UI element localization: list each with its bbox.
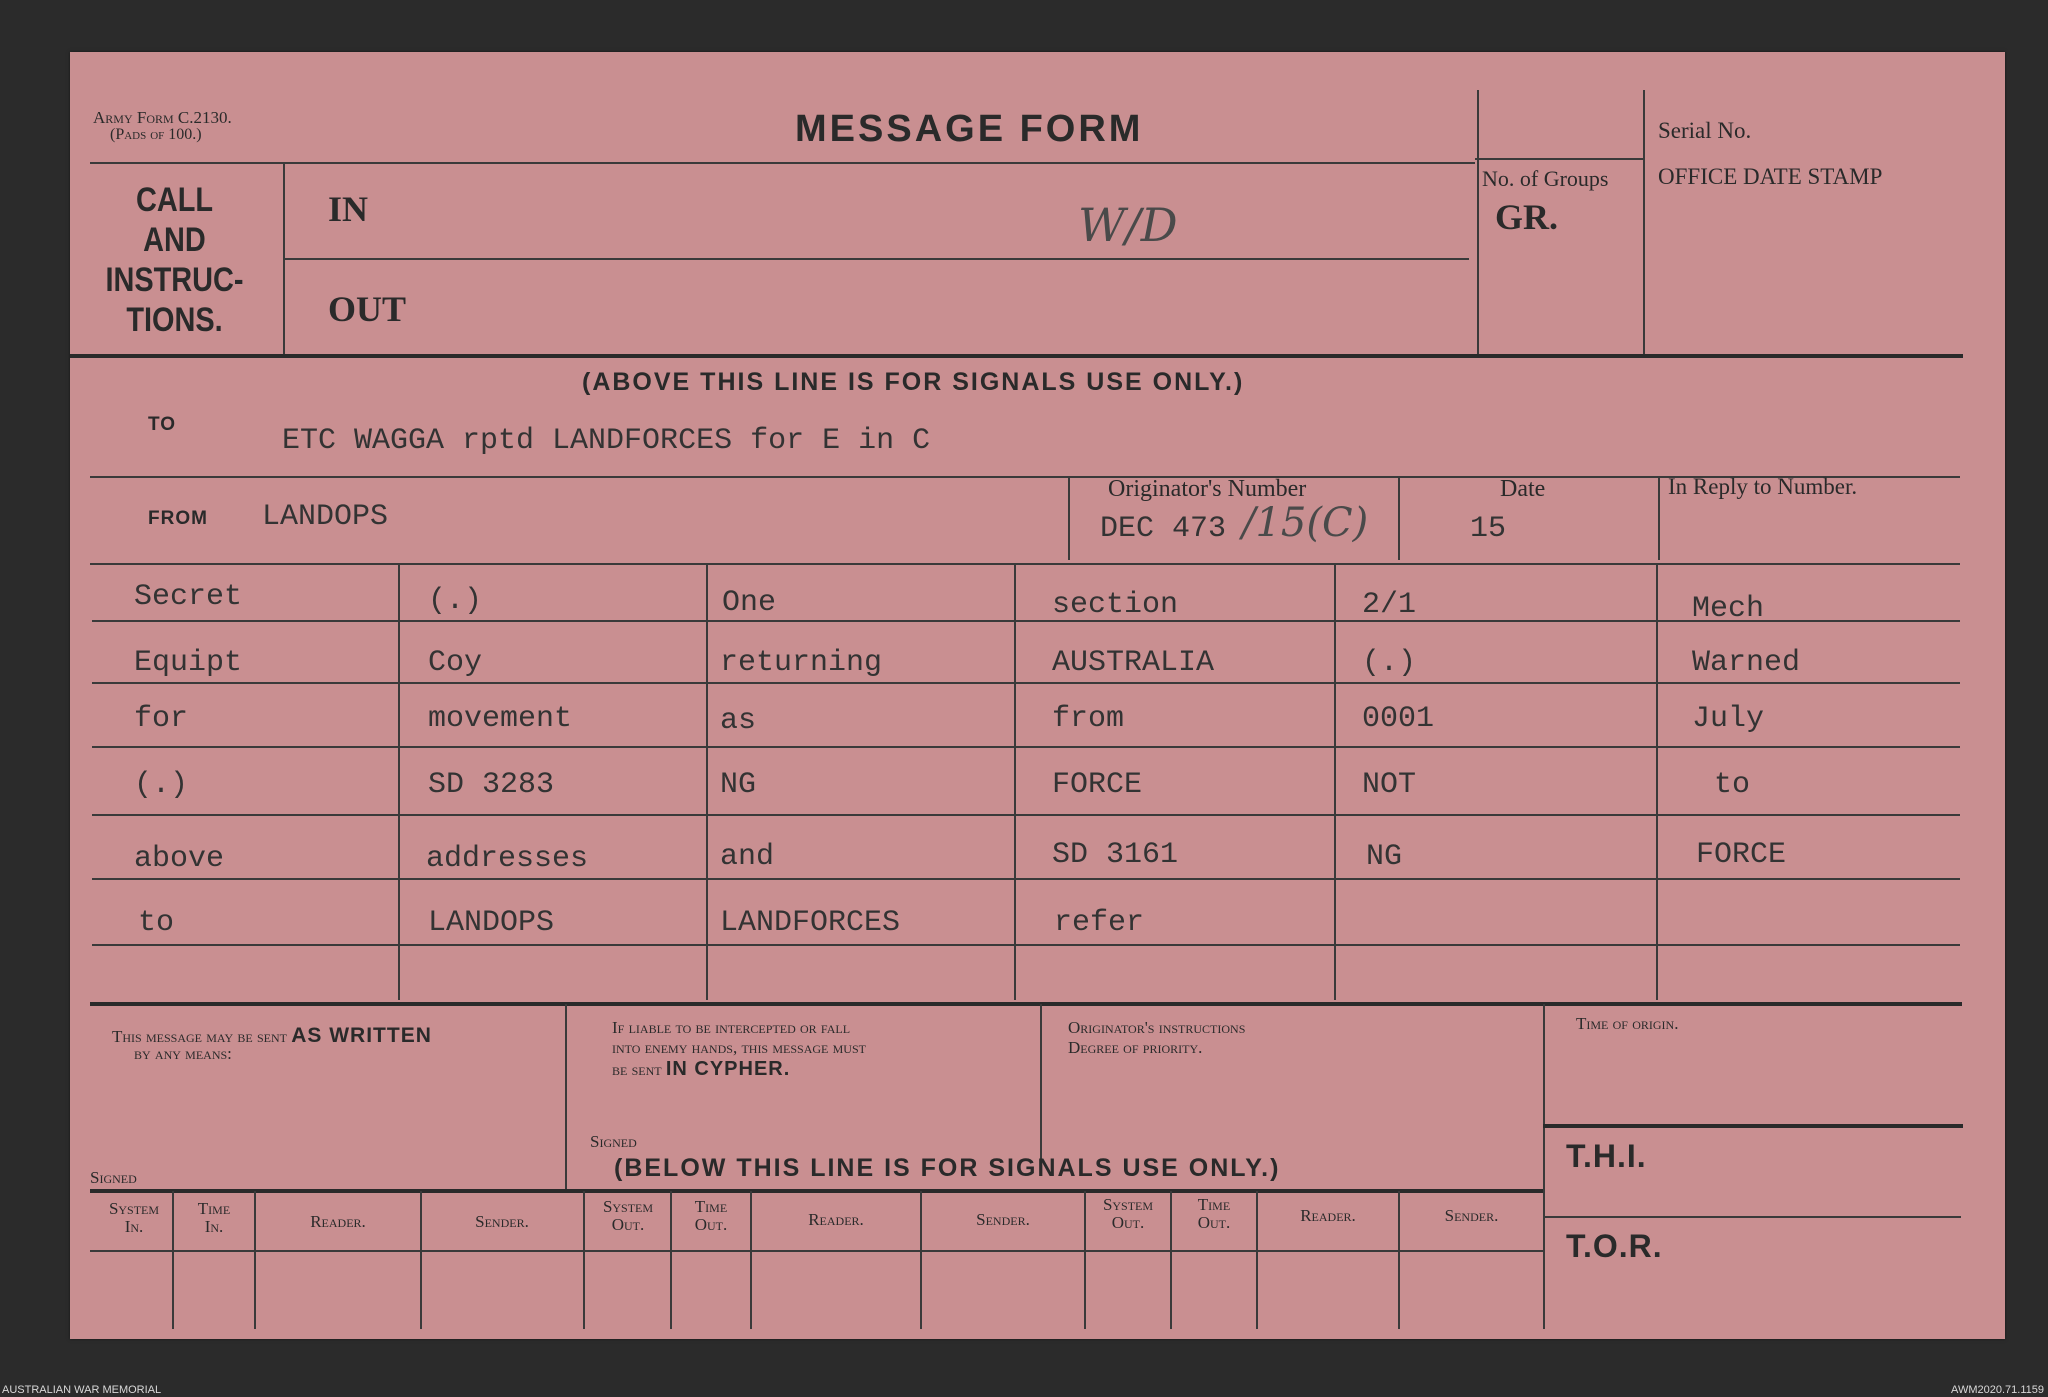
message-word: (.)	[428, 584, 483, 618]
office-date-stamp-label: OFFICE DATE STAMP	[1658, 164, 1883, 189]
footer-credit: AUSTRALIAN WAR MEMORIAL	[2, 1384, 162, 1396]
date-value: 15	[1470, 512, 1507, 546]
in-label: IN	[328, 189, 369, 229]
message-word: Warned	[1692, 646, 1801, 680]
originator-value: DEC 473	[1100, 512, 1227, 546]
signals-header: Sender.	[976, 1210, 1030, 1229]
signals-below-note: (BELOW THIS LINE IS FOR SIGNALS USE ONLY.)	[614, 1154, 1281, 1182]
tor-rule	[1543, 1216, 1961, 1218]
originator-divider	[1068, 476, 1070, 560]
grid-row-line	[92, 682, 1960, 684]
date-label: Date	[1500, 476, 1546, 502]
to-label: TO	[148, 414, 177, 435]
message-word: 2/1	[1362, 588, 1417, 622]
message-word: Mech	[1692, 592, 1765, 626]
signals-header: Sender.	[475, 1212, 529, 1231]
message-word: SD 3161	[1052, 838, 1179, 872]
message-word: Equipt	[134, 646, 243, 680]
signals-header: Reader.	[808, 1210, 864, 1229]
handwritten-wd: W/D	[1078, 198, 1178, 252]
message-word: NG	[1366, 840, 1403, 874]
reply-label: In Reply to Number.	[1668, 474, 1858, 499]
form-number: Army Form C.2130.	[93, 108, 232, 127]
groups-rule	[1475, 158, 1645, 160]
grid-col-line	[398, 565, 400, 1000]
message-word: movement	[428, 702, 573, 736]
signals-header: Time Out.	[1197, 1195, 1231, 1232]
message-word: FORCE	[1052, 768, 1143, 802]
message-word: addresses	[426, 842, 589, 876]
grid-col-line	[706, 565, 708, 1000]
from-value: LANDOPS	[262, 500, 389, 534]
cypher-line3: be sent IN CYPHER.	[612, 1058, 791, 1080]
bottom-divider	[1543, 1004, 1545, 1329]
signals-header: Reader.	[1300, 1206, 1356, 1225]
bottom-divider	[565, 1004, 567, 1189]
message-bottom-rule	[90, 1002, 1962, 1006]
thi-rule	[1543, 1124, 1963, 1128]
message-top-rule	[90, 563, 1960, 565]
grid-row-line	[92, 878, 1960, 880]
grid-row-line	[92, 620, 1960, 622]
grid-row-line	[92, 746, 1960, 748]
grid-col-line	[1334, 565, 1336, 1000]
groups-divider	[1477, 90, 1479, 355]
send-means-note: This message may be sent AS WRITTEN	[112, 1024, 432, 1047]
signed-left: Signed	[90, 1168, 137, 1187]
reply-divider	[1658, 476, 1660, 560]
signals-table-top	[90, 1189, 1543, 1193]
in-out-rule	[283, 258, 1469, 260]
message-word: LANDFORCES	[720, 906, 901, 940]
message-word: SD 3283	[428, 768, 555, 802]
in-cypher: IN CYPHER.	[665, 1058, 791, 1080]
message-word: to	[138, 906, 175, 940]
message-word: returning	[720, 646, 883, 680]
signals-header: Time Out.	[694, 1197, 728, 1234]
from-label: FROM	[148, 508, 208, 529]
signals-above-rule	[70, 354, 1963, 358]
message-word: (.)	[1362, 646, 1417, 680]
originator-handwritten: /15(C)	[1242, 500, 1369, 546]
pads-note: (Pads of 100.)	[110, 126, 202, 143]
signals-col-line	[583, 1191, 585, 1329]
signals-header: Sender.	[1444, 1206, 1499, 1225]
message-word: NG	[720, 768, 757, 802]
footer-id: AWM2020.71.1159	[1951, 1384, 2044, 1396]
message-word: FORCE	[1696, 838, 1787, 872]
message-word: section	[1052, 588, 1179, 622]
thi-label: T.H.I.	[1566, 1138, 1647, 1174]
send-means-line2: by any means:	[134, 1044, 232, 1063]
message-word: for	[134, 702, 189, 736]
message-word: as	[720, 704, 757, 738]
signals-header: System In.	[108, 1199, 160, 1236]
message-word: Coy	[428, 646, 483, 680]
date-divider	[1398, 476, 1400, 560]
stamp-divider	[1643, 90, 1645, 355]
as-written: AS WRITTEN	[291, 1024, 432, 1047]
message-word: 0001	[1362, 702, 1435, 736]
degree-priority: Degree of priority.	[1068, 1038, 1203, 1057]
message-word: above	[134, 842, 225, 876]
call-instructions-label: CALL AND INSTRUC- TIONS.	[105, 181, 244, 339]
time-of-origin: Time of origin.	[1576, 1014, 1679, 1033]
serial-label: Serial No.	[1658, 118, 1752, 143]
message-word: from	[1052, 702, 1125, 736]
form-title: MESSAGE FORM	[795, 108, 1144, 150]
cypher-line1: If liable to be intercepted or fall	[612, 1018, 851, 1037]
message-word: July	[1692, 702, 1765, 736]
signals-above-note: (ABOVE THIS LINE IS FOR SIGNALS USE ONLY.)	[582, 368, 1245, 396]
message-word: AUSTRALIA	[1052, 646, 1215, 680]
bottom-divider	[1040, 1004, 1042, 1159]
message-word: Secret	[134, 580, 243, 614]
message-word: LANDOPS	[428, 906, 555, 940]
message-word: refer	[1054, 906, 1145, 940]
message-form-paper	[70, 52, 2005, 1339]
message-word: One	[722, 586, 777, 620]
cypher-line2: into enemy hands, this message must	[612, 1038, 866, 1057]
signals-header: System Out.	[1102, 1195, 1154, 1232]
header-rule	[90, 162, 1475, 164]
grid-col-line	[1014, 565, 1016, 1000]
grid-row-line	[92, 814, 1960, 816]
groups-label: No. of Groups	[1482, 166, 1609, 191]
message-word: to	[1714, 768, 1751, 802]
grid-row-line	[92, 944, 1960, 946]
to-value: ETC WAGGA rptd LANDFORCES for E in C	[282, 424, 931, 458]
grid-col-line	[1656, 565, 1658, 1000]
groups-value: GR.	[1495, 197, 1558, 237]
originator-label: Originator's Number	[1108, 476, 1307, 502]
signals-header: System Out.	[602, 1197, 654, 1234]
message-word: (.)	[134, 768, 189, 802]
message-word: NOT	[1362, 768, 1417, 802]
signed-mid: Signed	[590, 1132, 637, 1151]
message-word: and	[720, 840, 775, 874]
originator-instructions: Originator's instructions	[1068, 1018, 1246, 1037]
signals-header: Time In.	[197, 1199, 231, 1236]
tor-label: T.O.R.	[1566, 1228, 1663, 1264]
out-label: OUT	[328, 289, 407, 329]
signals-table-header-rule	[90, 1250, 1543, 1252]
signals-header: Reader.	[310, 1212, 366, 1231]
